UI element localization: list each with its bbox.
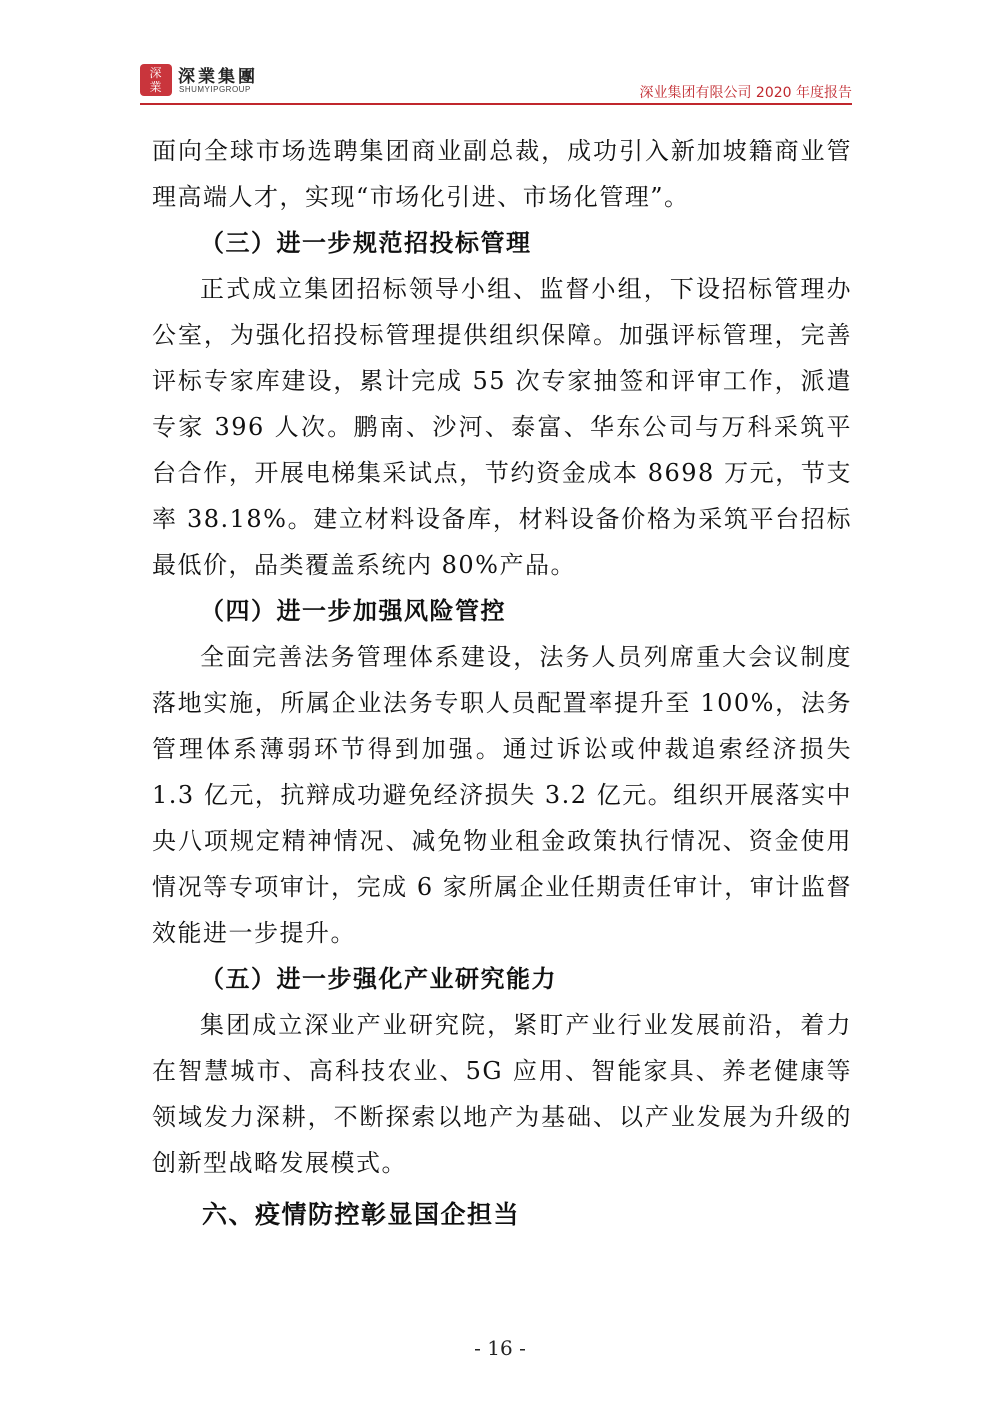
page-header (140, 62, 852, 102)
page-number: - 16 - (474, 1336, 526, 1360)
subheading: （四）进一步加强风险管控 (200, 597, 506, 625)
logo-chinese-name: 深業集團 (178, 67, 258, 87)
company-logo (140, 62, 265, 98)
section-heading: 六、疫情防控彰显国企担当 (202, 1200, 521, 1229)
paragraph: 面向全球市场选聘集团商业副总裁，成功引入新加坡籍商业管理高端人才，实现“市场化引进、市场化管理”。 (152, 137, 852, 211)
paragraph: 全面完善法务管理体系建设，法务人员列席重大会议制度落地实施，所属企业法务专职人员配置率提升至 100%，法务管理体系薄弱环节得到加强。通过诉讼或仲裁追索经济损失 1.3 亿元，抗辩成功避免经济损失 3.2 亿元。组织开展落实中央八项规定精神情况、减免物业租金政策执行情况、资金使用情况等专项审计，完成 6 家所属企业任期责任审计，审计监督效能进一步提升。 (152, 643, 852, 947)
subheading: （五）进一步强化产业研究能力 (200, 965, 557, 993)
report-title: 深业集团有限公司 2020 年度报告 (639, 85, 852, 101)
paragraph: 正式成立集团招标领导小组、监督小组，下设招标管理办公室，为强化招投标管理提供组织保障。加强评标管理，完善评标专家库建设，累计完成 55 次专家抽签和评审工作，派遣专家 396 人次。鹏南、沙河、泰富、华东公司与万科采筑平台合作，开展电梯集采试点，节约资金成本 8698 万元，节支率 38.18%。建立材料设备库，材料设备价格为采筑平台招标最低价，品类覆盖系统内 80%产品。 (152, 275, 852, 579)
document-body (152, 128, 852, 1240)
paragraph: 集团成立深业产业研究院，紧盯产业行业发展前沿，着力在智慧城市、高科技农业、5G 应用、智能家具、养老健康等领域发力深耕，不断探索以地产为基础、以产业发展为升级的创新型战略发展模式。 (152, 1011, 852, 1177)
logo-seal-icon: 深 業 (140, 64, 172, 96)
subheading: （三）进一步规范招投标管理 (200, 229, 532, 257)
header-divider (140, 103, 852, 105)
logo-english-name: SHUMYIPGROUP (179, 85, 251, 94)
